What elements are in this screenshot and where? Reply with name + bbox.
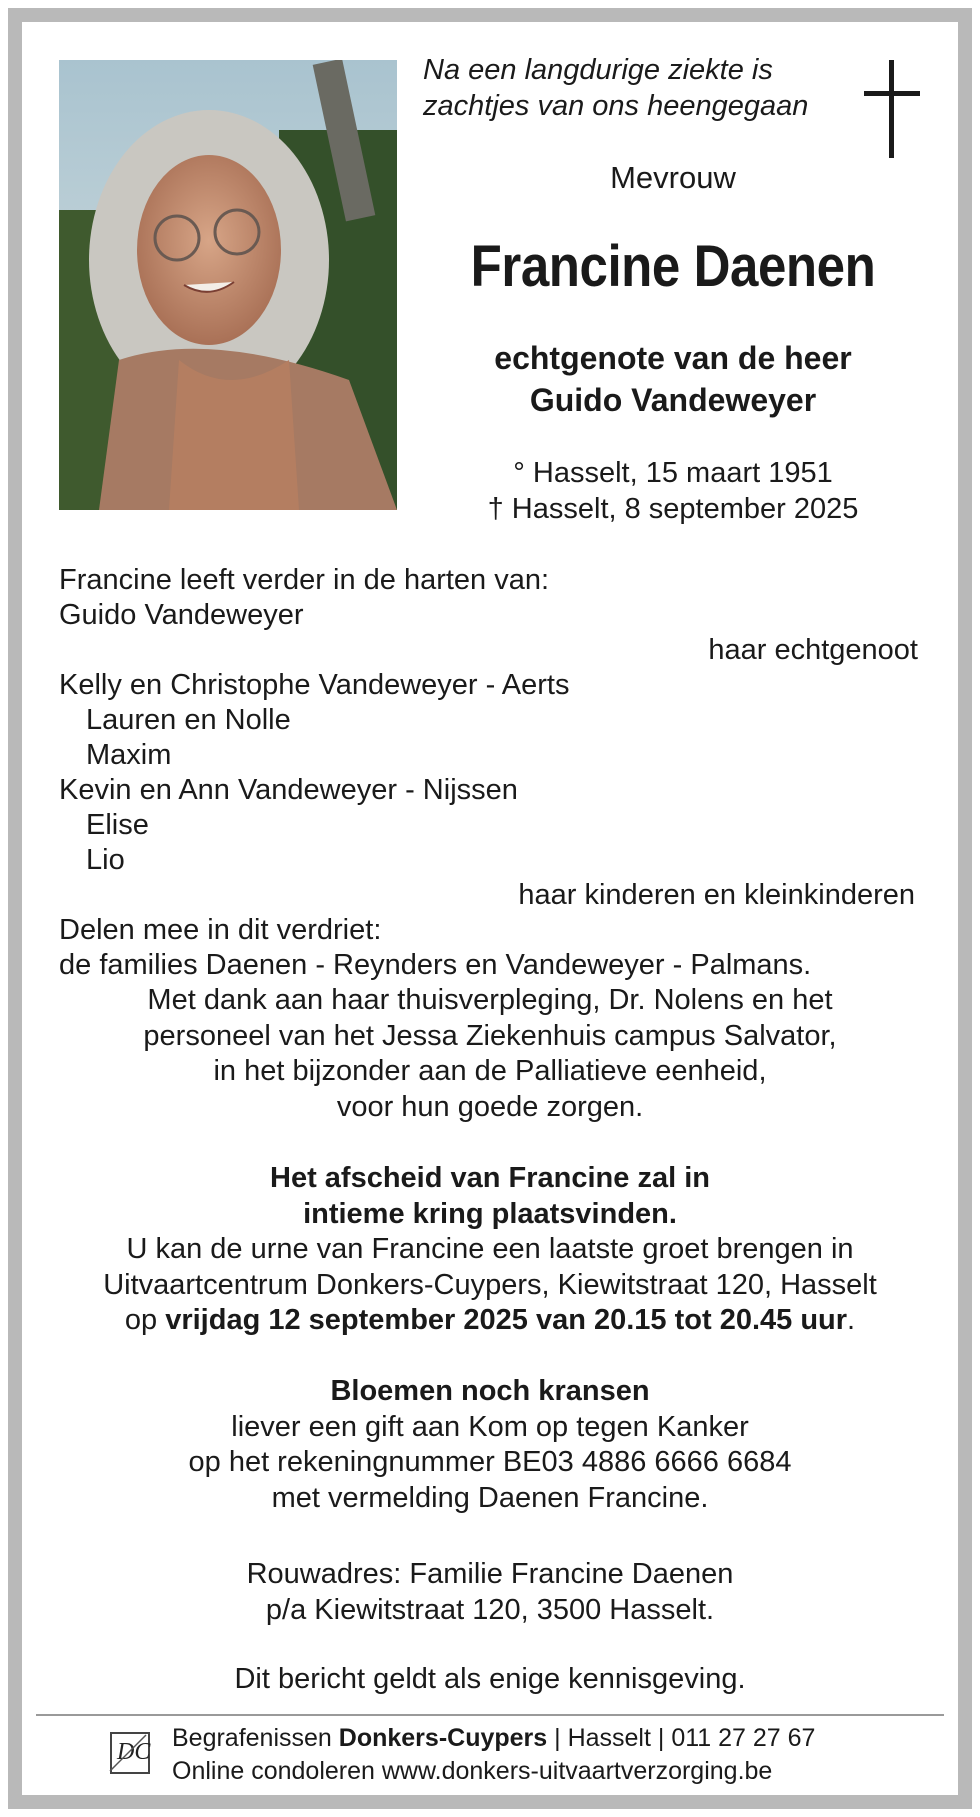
farewell-line: U kan de urne van Francine een laatste groet brengen in [126, 1233, 854, 1265]
mourning-address [30, 1557, 950, 1628]
footer-divider [36, 1714, 944, 1716]
footer-line [172, 1722, 815, 1755]
flowers-heading: Bloemen noch kransen [330, 1375, 650, 1407]
spouse-line: echtgenote van de heer [494, 340, 852, 376]
family-spouse-role: haar echtgenoot [708, 634, 918, 666]
footer-online-condolence[interactable]: Online condoleren www.donkers-uitvaartverzorging.be [172, 1757, 773, 1785]
farewell-when: vrijdag 12 september 2025 van 20.15 tot 20.45 uur [165, 1304, 848, 1336]
thanks-line: in het bijzonder aan de Palliatieve eenheid, [213, 1055, 767, 1087]
address-line: p/a Kiewitstraat 120, 3500 Hasselt. [265, 1593, 715, 1626]
footer-text [172, 1722, 815, 1788]
farewell-op: op [124, 1304, 166, 1336]
family-intro: Francine leeft verder in de harten van: [59, 564, 550, 596]
funeral-home-logo [108, 1727, 154, 1782]
farewell-heading: Het afscheid van Francine zal in [270, 1162, 710, 1194]
farewell-block [30, 1161, 950, 1339]
family-child: Kevin en Ann Vandeweyer - Nijssen [59, 774, 518, 806]
logo-text: DC [117, 1739, 151, 1765]
family-grandchild: Lauren en Nolle [86, 704, 291, 736]
birth-date: ° Hasselt, 15 maart 1951 [513, 457, 833, 489]
footer-prefix: Begrafenissen [172, 1724, 339, 1752]
farewell-line: Uitvaartcentrum Donkers-Cuypers, Kiewitstraat 120, Hasselt [103, 1268, 877, 1301]
family-grandchild: Elise [86, 809, 149, 841]
honorific: Mevrouw [610, 160, 736, 195]
cross-icon [864, 60, 920, 163]
family-grandchild: Maxim [86, 739, 172, 771]
notice-statement: Dit bericht geldt als enige kennisgeving. [234, 1663, 746, 1695]
flowers-block [30, 1374, 950, 1516]
flowers-line: op het rekeningnummer BE03 4886 6666 6684 [188, 1446, 792, 1478]
family-children-role: haar kinderen en kleinkinderen [518, 879, 915, 911]
family-grandchild: Lio [86, 844, 125, 876]
thanks-line: personeel van het Jessa Ziekenhuis campus Salvator, [143, 1019, 837, 1052]
farewell-period: . [847, 1304, 856, 1336]
portrait-photo [59, 60, 397, 510]
spouse-line: Guido Vandeweyer [529, 382, 817, 418]
intro-text [423, 52, 853, 124]
death-date: † Hasselt, 8 september 2025 [487, 493, 859, 525]
farewell-heading: intieme kring plaatsvinden. [303, 1197, 677, 1230]
flowers-line: liever een gift aan Kom op tegen Kanker [231, 1410, 749, 1443]
farewell-time-line [30, 1303, 950, 1339]
spouse-block [413, 337, 933, 421]
intro-line: Na een langdurige ziekte is [423, 54, 773, 86]
flowers-line: met vermelding Daenen Francine. [271, 1481, 709, 1514]
shared-grief-intro: Delen mee in dit verdriet: [59, 914, 382, 946]
thanks-block [30, 983, 950, 1125]
dates-block [413, 455, 933, 527]
thanks-line: Met dank aan haar thuisverpleging, Dr. Nolens en het [147, 984, 833, 1016]
footer-contact: | Hasselt | 011 27 27 67 [547, 1724, 816, 1752]
family-child: Kelly en Christophe Vandeweyer - Aerts [59, 669, 570, 701]
footer-company: Donkers-Cuypers [338, 1724, 548, 1752]
thanks-line: voor hun goede zorgen. [336, 1090, 644, 1123]
address-line: Rouwadres: Familie Francine Daenen [246, 1558, 734, 1590]
intro-line: zachtjes van ons heengegaan [423, 90, 809, 122]
deceased-name: Francine Daenen [470, 234, 876, 299]
shared-grief-families: de families Daenen - Reynders en Vandeweyer - Palmans. [59, 949, 812, 981]
family-spouse-name: Guido Vandeweyer [59, 599, 304, 631]
